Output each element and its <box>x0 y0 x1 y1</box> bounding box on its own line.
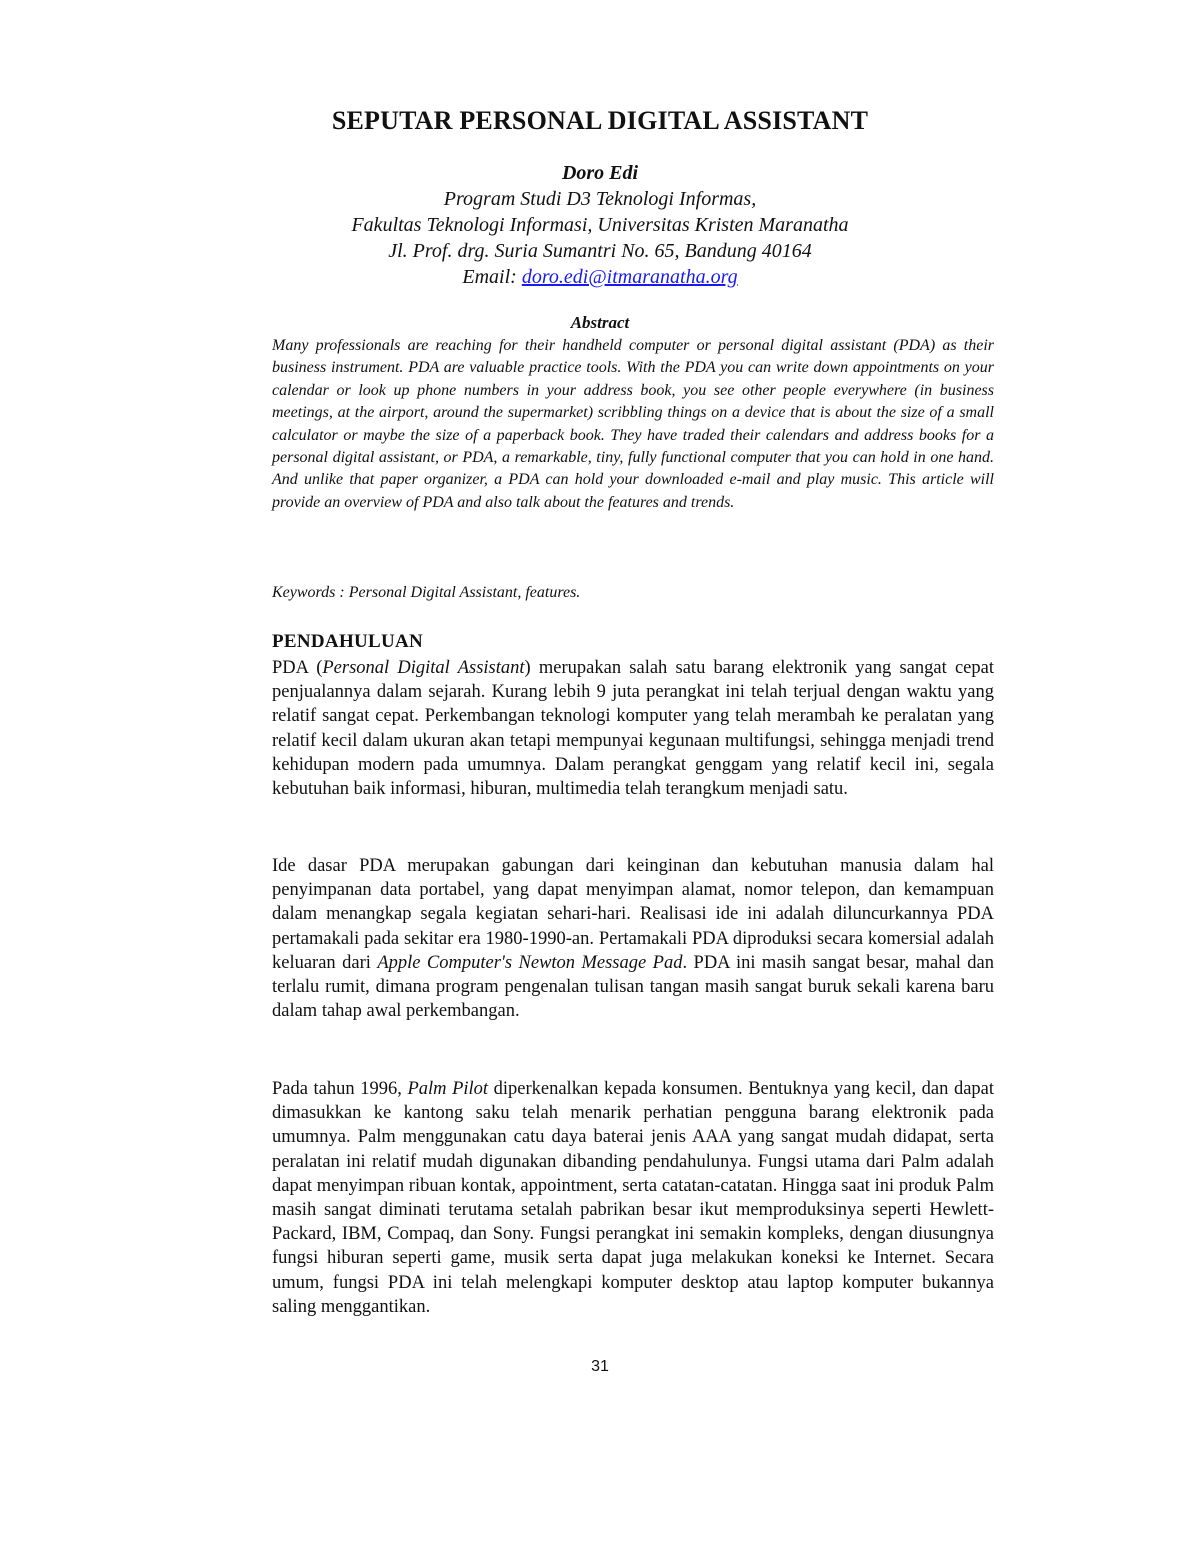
paragraph-2-text-a: Ide dasar PDA merupakan gabungan dari keinginan dan kebutuhan manusia dalam hal penyimpanan data portabel, yang dapat menyimpan alamat, nomor telepon, dan kemampuan dalam menangkap segala kegiatan sehari-hari. Realisasi ide ini adalah diluncurkannya PDA pertamakali pada sekitar era 1980-1990-an. Pertamakali PDA diproduksi secara komersial adalah keluaran dari <box>272 856 994 973</box>
body-paragraph-2 <box>272 854 994 1023</box>
paragraph-1-italic: Personal Digital Assistant <box>322 658 525 678</box>
paragraph-1-text-b: ) merupakan salah satu barang elektronik yang sangat cepat penjualannya dalam sejarah. Kurang lebih 9 juta perangkat ini telah terjual dengan waktu yang relatif sangat cepat. Perkembangan teknologi komputer yang telah merambah ke peralatan yang relatif kecil dalam ukuran akan tetapi mempunyai kegunaan multifungsi, sehingga menjadi trend kehidupan modern pada umumnya. Dalam perangkat genggam yang relatif kecil ini, segala kebutuhan baik informasi, hiburan, multimedia telah terangkum menjadi satu. <box>272 658 994 800</box>
email-line <box>0 264 1200 290</box>
paragraph-3-text-a: Pada tahun 1996, <box>272 1079 408 1099</box>
affiliation-line-3: Jl. Prof. drg. Suria Sumantri No. 65, Bandung 40164 <box>388 240 812 262</box>
body-paragraph-1 <box>272 656 994 801</box>
page-number: 31 <box>591 1358 609 1375</box>
paragraph-2-italic: Apple Computer's Newton Message Pad <box>377 952 683 973</box>
abstract-heading: Abstract <box>570 313 630 332</box>
paragraph-2-text-b: . PDA ini masih sangat besar, mahal dan terlalu rumit, dimana program pengenalan tulisan tangan masih sangat buruk sekali karena baru dalam tahap awal perkembangan. <box>272 952 994 1022</box>
email-link[interactable]: doro.edi@itmaranatha.org <box>521 266 738 288</box>
paragraph-3-italic: Palm Pilot <box>407 1079 489 1099</box>
email-label: Email: <box>462 266 522 288</box>
paragraph-3-text-b: diperkenalkan kepada konsumen. Bentuknya yang kecil, dan dapat dimasukkan ke kantong saku telah menarik perhatian pengguna barang elektronik pada umumnya. Palm menggunakan catu daya baterai jenis AAA yang sangat mudah didapat, serta peralatan ini relatif mudah digunakan dibanding pendahulunya. Fungsi utama dari Palm adalah dapat menyimpan ribuan kontak, appointment, serta catatan-catatan. Hingga saat ini produk Palm masih sangat diminati terutama setalah pabrikan besar ikut memproduksinya seperti Hewlett-Packard, IBM, Compaq, dan Sony. Fungsi perangkat ini semakin kompleks, dengan diusungnya fungsi hiburan seperti game, musik serta dapat juga melakukan koneksi ke Internet. Secara umum, fungsi PDA ini telah melengkapi komputer desktop atau laptop komputer bukannya saling menggantikan. <box>272 1079 995 1317</box>
section-heading-pendahuluan: PENDAHULUAN <box>272 631 424 652</box>
author-name: Doro Edi <box>561 162 639 184</box>
paragraph-1-text-a: PDA ( <box>272 658 323 678</box>
body-paragraph-3 <box>272 1077 994 1319</box>
affiliation-line-1: Program Studi D3 Teknologi Informas, <box>443 188 757 210</box>
abstract-text: Many professionals are reaching for their handheld computer or personal digital assistant (PDA) as their business instrument. PDA are valuable practice tools. With the PDA you can write down appointments on your calendar or look up phone numbers in your address book, you see other people everywhere (in business meetings, at the airport, around the supermarket) scribbling things on a device that is about the size of a small calculator or maybe the size of a paperback book. They have traded their calendars and address books for a personal digital assistant, or PDA, a remarkable, tiny, fully functional computer that you can hold in one hand. And unlike that paper organizer, a PDA can hold your downloaded e-mail and play music. This article will provide an overview of PDA and also talk about the features and trends. <box>272 337 994 511</box>
affiliation-line-2: Fakultas Teknologi Informasi, Universitas Kristen Maranatha <box>351 214 849 236</box>
author-block <box>0 160 1200 290</box>
keywords: Keywords : Personal Digital Assistant, features. <box>272 584 581 601</box>
paper-title: SEPUTAR PERSONAL DIGITAL ASSISTANT <box>331 106 869 135</box>
